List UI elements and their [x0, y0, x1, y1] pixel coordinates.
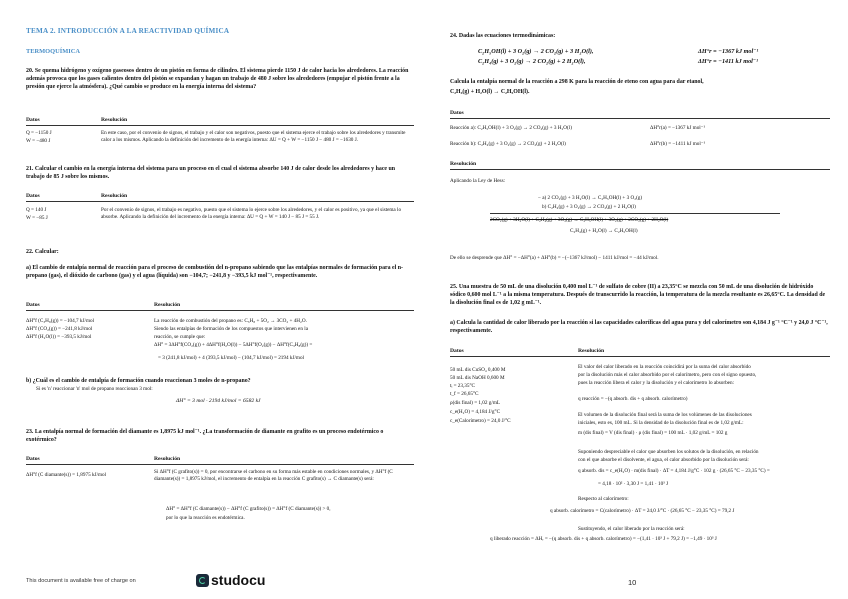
q21-resolucion-header: Resolución — [101, 193, 128, 199]
question-25a: a) Calcula la cantidad de calor liberado por la reacción si las capacidades caloríficas del agua pura y del calorímetro son 4,184 J g⁻¹ °C⁻¹ y 24,0 J °C⁻¹, respectivamente. — [450, 320, 828, 334]
q23-divider — [26, 464, 414, 465]
q22-res-line2: Siendo las entalpías de formación de los compuestos que intervienen en la — [154, 326, 308, 332]
question-22b: b) ¿Cuál es el cambio de entalpía de formación cuando reaccionan 3 moles de n-propano? — [26, 378, 251, 384]
q25-data-3: tᵢ = 23,35°C — [450, 383, 476, 389]
q22-data-co2: ΔH°f (CO₂(g)) = −241,8 kJ/mol — [26, 326, 93, 332]
q24-data-a: Reacción a): C₂H₅OH(l) + 3 O₂(g) → 2 CO₂(g) + 3 H₂O(l) — [450, 125, 572, 131]
chapter-title: TEMA 2. INTRODUCCIÓN A LA REACTIVIDAD QUÍMICA — [26, 27, 230, 35]
question-24: 24. Dadas las ecuaciones termodinámicas: — [450, 33, 556, 39]
q24-data-b-enthalpy: ΔH°r(b) = −1411 kJ mol⁻¹ — [650, 141, 706, 147]
q25-divider — [450, 356, 830, 357]
q25-data-7: c_e(Calorímetro) = 24,0 J/°C — [450, 418, 511, 424]
q25-datos-header: Datos — [450, 348, 464, 354]
q21-datos-header: Datos — [26, 193, 40, 199]
q25-data-2: 50 mL dis NaOH 0,600 M — [450, 375, 505, 381]
q22-data-h2o: ΔH°f (H₂O(l)) = −393,5 kJ/mol — [26, 334, 92, 340]
q25-data-1: 50 mL dis CuSO₄ 0,400 M — [450, 367, 506, 373]
q25-res-13: q absorb. calorímetro = C(calorímetro) · ΔT = 24,0 J/°C · (26,65 °C − 23,35 °C) = 79,2 J — [550, 508, 735, 514]
q21-resolution: Por el convenio de signos, el trabajo es negativo, puesto que el sistema lo ejerce sobre los alrededores, y el calor es positivo, ya que el sistema lo absorbe. Aplicando la definición del incremento de la energía interna: ΔU = Q + W = 140 J − 85 J = 55 J. — [101, 207, 402, 220]
q21-data-w: W = −85 J — [26, 215, 48, 221]
q21-data-q: Q = 140 J — [26, 207, 47, 213]
q21-divider — [26, 201, 414, 202]
q24-divider-2 — [450, 169, 830, 170]
q24-enthalpy-1: ΔH°r = −1367 kJ mol⁻¹ — [698, 48, 759, 55]
q25-res-1: El valor del calor liberado en la reacción coincidirá por la suma del calor absorbido — [578, 364, 751, 370]
q24-hess-line4: C₂H₄(g) + H₂O(l) → C₂H₅OH(l) — [570, 228, 638, 234]
q22b-equation: ΔH° = 3 mol · 2194 kJ/mol = 6582 kJ — [176, 398, 261, 404]
q24-hess-line2: b) C₂H₄(g) + 3 O₂(g) → 2 CO₂(g) + 2 H₂O(l) — [542, 204, 636, 210]
studocu-logo[interactable] — [196, 572, 265, 588]
q24-equation-2: C₂H₄(g) + 3 O₂(g) → 2 CO₂(g) + 2 H₂O(l), — [478, 58, 586, 65]
q23-res-line2: ΔH° = ΔH°f (C diamante(s)) − ΔH°f (C grafito(s)) = ΔH°f (C diamante(s)) > 0, — [166, 506, 331, 512]
q24-result: De ello se desprende que ΔH° = −ΔH°(a) + ΔH°(b) = −(−1367 kJ/mol) − 1411 kJ/mol = −44 kJ/mol. — [450, 255, 659, 261]
question-21: 21. Calcular el cambio en la energía interna del sistema para un proceso en el cual el sistema absorbe 140 J de calor desde los alrededores y hace un trabajo de 85 J sobre los mismos. — [26, 166, 396, 180]
q20-resolucion-header: Resolución — [101, 117, 128, 123]
section-title: TERMOQUÍMICA — [26, 48, 80, 55]
q20-data-q: Q = −1150 J — [26, 130, 52, 136]
q25-res-4: q reacción = −(q absorb. dis + q absorb. calorímetro) — [578, 396, 688, 402]
q22-res-line1: La reacción de combustión del propano es: C₃H₈ + 5O₂ → 3CO₂ + 4H₂O. — [154, 318, 307, 324]
studocu-logo-icon — [196, 574, 209, 587]
question-22-intro: 22. Calcular: — [26, 249, 59, 255]
q22-res-line5: = 3 (241,8 kJ/mol) + 4 (393,5 kJ/mol) − (104,7 kJ/mol) = 2194 kJ/mol — [158, 355, 304, 361]
q24-hess-sum-line — [490, 213, 780, 214]
q24-equation-1: C₂H₅OH(l) + 3 O₂(g) → 2 CO₂(g) + 3 H₂O(l), — [478, 48, 594, 55]
q25-data-5: ρ(dis final) = 1,02 g/mL — [450, 400, 501, 406]
q24-ask-reaction: C₂H₄(g) + H₂O(l) → C₂H₅OH(l). — [450, 89, 530, 95]
q20-datos-header: Datos — [26, 117, 40, 123]
q25-res-12: Respecto al calorímetro: — [578, 496, 629, 502]
q24-hess-label: Aplicando la Ley de Hess: — [450, 178, 506, 184]
q25-res-14: Sustituyendo, el calor liberado por la reacción será: — [578, 526, 685, 532]
studocu-logo-text: studocu — [211, 572, 266, 588]
q22-res-line3: reacción, se cumple que: — [154, 334, 206, 340]
q25-res-2: por la disolución más el calor absorbido por el calorímetro, pero con el signo opuesto, — [578, 372, 757, 378]
q25-res-9: con el que absorbe el disolvente, el agua, el calor absorbido por la disolución será: — [578, 457, 749, 463]
q24-ask: Calcula la entalpía normal de la reacción a 298 K para la reacción de eteno con agua para dar etanol, — [450, 79, 704, 85]
q22b-sub: Si es 'n' reaccionar 'n' mol de propano reaccionan 3 mol: — [36, 386, 153, 392]
q22-data-propane: ΔH°f (C₃H₈(g)) = −104,7 kJ/mol — [26, 318, 95, 324]
q24-datos-header: Datos — [450, 110, 464, 116]
q25-res-6: iniciales, esto es, 100 mL. Si la densidad de la disolución final es de 1,02 g/mL: — [578, 420, 744, 426]
q25-res-3: pues la reacción libera el calor y la disolución y el calorímetro lo absorben: — [578, 380, 734, 386]
q22-divider — [26, 310, 414, 311]
q25-res-5: El volumen de la disolución final será la suma de los volúmenes de las disoluciones — [578, 412, 752, 418]
q25-res-8: Suponiendo despreciable el calor que absorben los solutos de la disolución, en relación — [578, 449, 759, 455]
q23-resolucion-header: Resolución — [154, 456, 181, 462]
q25-res-7: m (dis final) = V (dis final) · ρ (dis final) = 100 mL · 1,02 g/mL = 102 g — [578, 430, 728, 436]
q24-hess-line3: 2CO₂(g) + 3H₂O(l) + C₂H₄(g) + 3O₂(g) → C₂H₅OH(l) + 3O₂(g) + 2CO₂(g) + 2H₂O(l) — [490, 217, 669, 223]
page-number: 10 — [628, 578, 637, 587]
question-22a: a) El cambio de entalpía normal de reacción para el proceso de combustión del n-propano sabiendo que las entalpías normales de formación para el n-propano (gas), el dióxido de carbono (gas) y el agua (líquida) son −104,7; −241,8 y −393,5 kJ mol⁻¹, respectivamente. — [26, 265, 404, 279]
q24-data-a-enthalpy: ΔH°r(a) = −1367 kJ mol⁻¹ — [650, 125, 706, 131]
q25-res-11: = 4,18 · 10² · 3,30 J = 1,41 · 10³ J — [598, 481, 669, 487]
q22-datos-header: Datos — [26, 302, 40, 308]
question-25: 25. Una muestra de 50 mL de una disolución 0,400 mol L⁻¹ de sulfato de cobre (II) a 23,35°C se mezcla con 50 mL de una disolución de hidróxido sódico 0,600 mol L⁻¹ a la misma temperatura. Después de transcurrido la reacción, la temperatura de la mezcla resultante es 26,65°C. La densidad de la disolución final es de 1,02 g mL⁻¹. — [450, 284, 826, 306]
q24-hess-line1: − a) 2 CO₂(g) + 3 H₂O(l) → C₂H₅OH(l) + 3 O₂(g) — [538, 195, 643, 201]
q25-res-15: q liberado reacción = ΔHᵣ = −(q absorb. dis + q absorb. calorímetro) = −(1,41 · 10³ J + 79,2 J) = −1,49 · 10³ J — [490, 536, 717, 542]
q23-res-line3: por lo que la reacción es endotérmica. — [166, 515, 245, 521]
q23-res-line1: Si ΔH°f (C grafito(s)) = 0, por encontrarse el carbono en su forma más estable en condiciones normales, y ΔH°f (C diamante(s)) = 1,8975 kJ/mol, el incremento de entalpía en la reacción C grafito(s) → C diamante(s) será: — [154, 469, 393, 482]
q25-data-6: c_e(H₂O) = 4,184 J/g°C — [450, 409, 501, 415]
q20-divider — [26, 125, 414, 126]
footer-note: This document is available free of charge on — [26, 578, 136, 584]
q20-data-w: W = −480 J — [26, 138, 51, 144]
q23-data-diamond: ΔH°f (C diamante(s)) = 1,8975 kJ/mol — [26, 472, 107, 478]
q23-datos-header: Datos — [26, 456, 40, 462]
question-20: 20. Se quema hidrógeno y oxígeno gaseosos dentro de un pistón en forma de cilindro. El sistema pierde 1150 J de calor hacia los alrededores. La reacción además provoca que los gases calientes dentro del pistón se expandan y hagan un trabajo de 480 J sobre los alrededores (empujar el pistón frente a la presión que ejerce la atmósfera). ¿Qué cambio se produce en la energía interna del sistema? — [26, 68, 409, 90]
q20-resolution: En este caso, por el convenio de signos, el trabajo y el calor son negativos, puesto que el sistema ejerce el trabajo sobre los alrededores y transmite calor a los mismos. Aplicando la definición del incremento de la energía interna: ΔU = Q + W = −1150 J − 480 J = −1630 J. — [101, 130, 406, 143]
q25-resolucion-header: Resolución — [578, 348, 605, 354]
q24-resolucion-header: Resolución — [450, 161, 477, 167]
q25-data-4: t_f = 26,65°C — [450, 391, 479, 397]
q22-res-line4: ΔH° = 3ΔH°f(CO₂(g)) + 4ΔH°f(H₂O(l)) − 5ΔH°f(O₂(g)) − ΔH°f(C₃H₈(g)) = — [154, 342, 313, 348]
question-23: 23. La entalpía normal de formación del diamante es 1,8975 kJ mol⁻¹. ¿La transformación de diamante en grafito es un proceso endotérmico o exotérmico? — [26, 429, 384, 443]
q25-res-10: q absorb. dis = c_e(H₂O) · m(dis final) · ΔT = 4,184 J/g°C · 102 g · (26,65 °C − 23,35 °C) = — [578, 468, 770, 474]
q22-resolucion-header: Resolución — [154, 302, 181, 308]
q24-enthalpy-2: ΔH°r = −1411 kJ mol⁻¹ — [698, 58, 759, 65]
q24-data-b: Reacción b): C₂H₄(g) + 3 O₂(g) → 2 CO₂(g) + 2 H₂O(l) — [450, 141, 566, 147]
q24-divider — [450, 118, 830, 119]
